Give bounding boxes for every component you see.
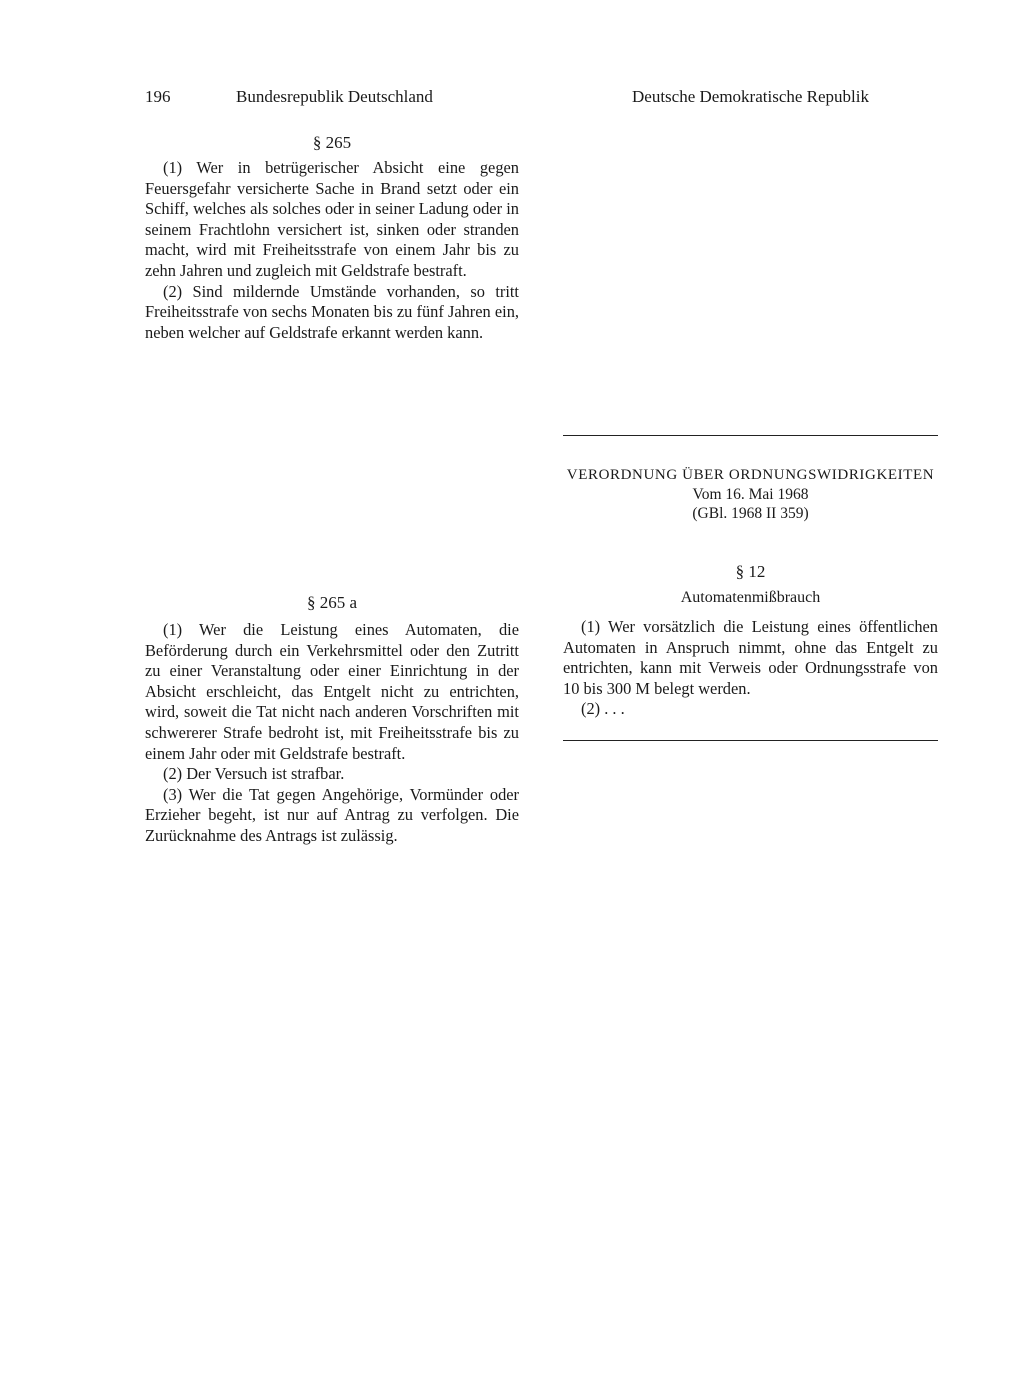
section-12-paragraph-2: (2) . . .	[581, 699, 625, 719]
section-265a-paragraph-3: (3) Wer die Tat gegen Angehörige, Vormünder oder Erzieher begeht, ist nur auf Antrag zu verfolgen. Die Zurücknahme des Antrags ist zulässig.	[145, 784, 519, 845]
ordinance-title: VERORDNUNG ÜBER ORDNUNGSWIDRIGKEITEN	[566, 467, 935, 483]
section-265-body	[145, 158, 519, 343]
section-12-paragraph-1: (1) Wer vorsätzlich die Leistung eines öffentlichen Automaten in Anspruch nimmt, ohne das Entgelt zu entrichten, kann mit Verweis oder Ordnungsstrafe von 10 bis 300 M belegt werden.	[563, 617, 938, 698]
section-12-heading: § 12	[735, 562, 766, 581]
top-rule	[563, 435, 938, 436]
right-running-title: Deutsche Demokratische Republik	[632, 87, 869, 106]
section-265-paragraph-1: (1) Wer in betrügerischer Absicht eine gegen Feuersgefahr versicherte Sache in Brand setzt oder ein Schiff, welches als solches oder in seiner Ladung oder in seinem Frachtlohn versichert ist, sinken oder stranden macht, wird mit Freiheitsstrafe von einem Jahr bis zu zehn Jahren und zugleich mit Geldstrafe bestraft.	[145, 158, 519, 280]
ordinance-date: Vom 16. Mai 1968	[692, 486, 809, 503]
left-running-title: Bundesrepublik Deutschland	[236, 87, 433, 106]
section-265a-paragraph-2: (2) Der Versuch ist strafbar.	[163, 764, 345, 784]
page-number: 196	[145, 87, 171, 106]
section-265-paragraph-2: (2) Sind mildernde Umstände vorhanden, so tritt Freiheitsstrafe von sechs Monaten bis zu fünf Jahren ein, neben welcher auf Geldstrafe erkannt werden kann.	[145, 281, 519, 342]
section-12-body	[563, 617, 938, 720]
bottom-rule	[563, 740, 938, 741]
section-265a-paragraph-1: (1) Wer die Leistung eines Automaten, die Beförderung durch ein Verkehrsmittel oder den Zutritt zu einer Veranstaltung oder einer Einrichtung in der Absicht erschleicht, das Entgelt nicht zu entrichten, wird, soweit die Tat nicht nach anderen Vorschriften mit schwererer Strafe bedroht ist, mit Freiheitsstrafe bis zu einem Jahr oder mit Geldstrafe bestraft.	[145, 620, 519, 763]
section-265a-heading: § 265 a	[306, 593, 358, 612]
section-265-heading: § 265	[312, 133, 352, 152]
section-12-subheading: Automatenmißbrauch	[680, 589, 821, 606]
ordinance-header	[563, 466, 938, 523]
section-265a-body	[145, 620, 519, 847]
ordinance-source: (GBl. 1968 II 359)	[692, 505, 809, 522]
